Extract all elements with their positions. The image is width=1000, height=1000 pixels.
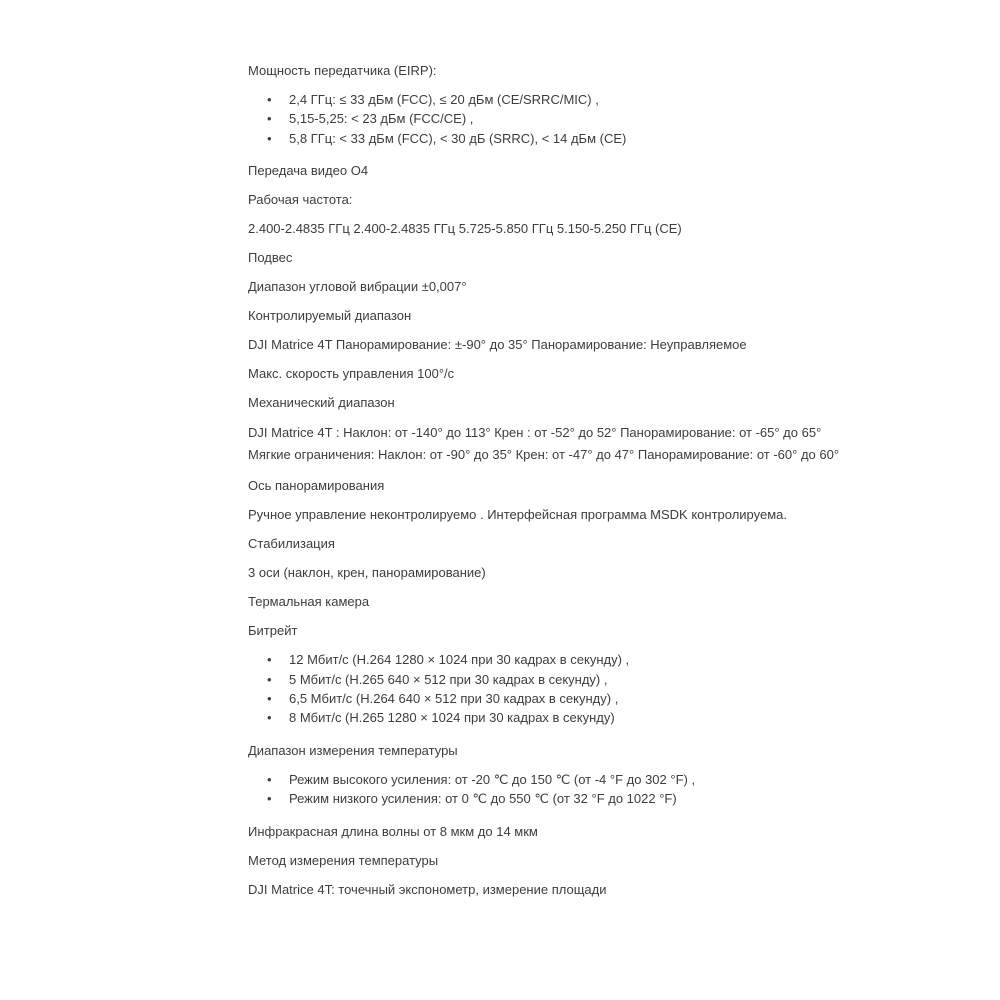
transmitter-power-title: Мощность передатчика (EIRP):	[248, 63, 437, 78]
operating-frequency-value: 2.400-2.4835 ГГц 2.400-2.4835 ГГц 5.725-5.850 ГГц 5.150-5.250 ГГц (CE)	[248, 221, 682, 237]
bitrate-label: Битрейт	[248, 623, 298, 639]
list-item: • 8 Мбит/с (H.265 1280 × 1024 при 30 кадрах в секунду)	[248, 708, 888, 727]
list-item: • Режим высокого усиления: от -20 ℃ до 150 ℃ (от -4 °F до 302 °F) ,	[248, 770, 888, 789]
temp-method-value: DJI Matrice 4T: точечный экспонометр, измерение площади	[248, 881, 607, 897]
operating-frequency-label: Рабочая частота:	[248, 192, 353, 208]
mechanical-range-label: Механический диапазон	[248, 395, 395, 411]
stabilization-value: 3 оси (наклон, крен, панорамирование)	[248, 565, 486, 581]
temp-measure-range-label: Диапазон измерения температуры	[248, 742, 458, 758]
pan-axis-label: Ось панорамирования	[248, 478, 385, 494]
temp-measure-list	[248, 770, 888, 809]
bitrate-list	[248, 650, 888, 728]
eirp-list	[248, 90, 888, 148]
list-item: • 6,5 Мбит/с (H.264 640 × 512 при 30 кадрах в секунду) ,	[248, 689, 888, 708]
list-item: • 12 Мбит/с (H.264 1280 × 1024 при 30 кадрах в секунду) ,	[248, 650, 888, 669]
list-item: • 5,8 ГГц: < 33 дБм (FCC), < 30 дБ (SRRC), < 14 дБм (CE)	[248, 129, 888, 148]
vibration-range: Диапазон угловой вибрации ±0,007°	[248, 279, 467, 295]
max-control-speed: Макс. скорость управления 100°/с	[248, 366, 455, 382]
stabilization-label: Стабилизация	[248, 536, 335, 552]
mechanical-range-line1: DJI Matrice 4T : Наклон: от -140° до 113° Крен : от -52° до 52° Панорамирование: от -65° до 65°	[248, 425, 822, 441]
infrared-wavelength: Инфракрасная длина волны от 8 мкм до 14 мкм	[248, 823, 538, 839]
list-item: • 5,15-5,25: < 23 дБм (FCC/CE) ,	[248, 109, 888, 128]
list-item: • 2,4 ГГц: ≤ 33 дБм (FCC), ≤ 20 дБм (CE/SRRC/MIC) ,	[248, 90, 888, 109]
list-item: • 5 Мбит/с (H.265 640 × 512 при 30 кадрах в секунду) ,	[248, 670, 888, 689]
controllable-range-label: Контролируемый диапазон	[248, 308, 412, 324]
mechanical-range-value	[248, 422, 888, 466]
gimbal-title: Подвес	[248, 250, 293, 266]
list-item: • Режим низкого усиления: от 0 ℃ до 550 ℃ (от 32 °F до 1022 °F)	[248, 789, 888, 808]
mechanical-range-line2: Мягкие ограничения: Наклон: от -90° до 35° Крен: от -47° до 47° Панорамирование: от -60° до 60°	[248, 447, 840, 463]
temp-method-label: Метод измерения температуры	[248, 852, 439, 868]
thermal-camera-title: Термальная камера	[248, 594, 370, 610]
pan-axis-value: Ручное управление неконтролируемо . Интерфейсная программа MSDK контролируема.	[248, 507, 787, 523]
video-transmission: Передача видео O4	[248, 163, 369, 179]
controllable-range-value: DJI Matrice 4T Панорамирование: ±-90° до 35° Панорамирование: Неуправляемое	[248, 337, 747, 353]
spec-document-content	[248, 61, 888, 909]
